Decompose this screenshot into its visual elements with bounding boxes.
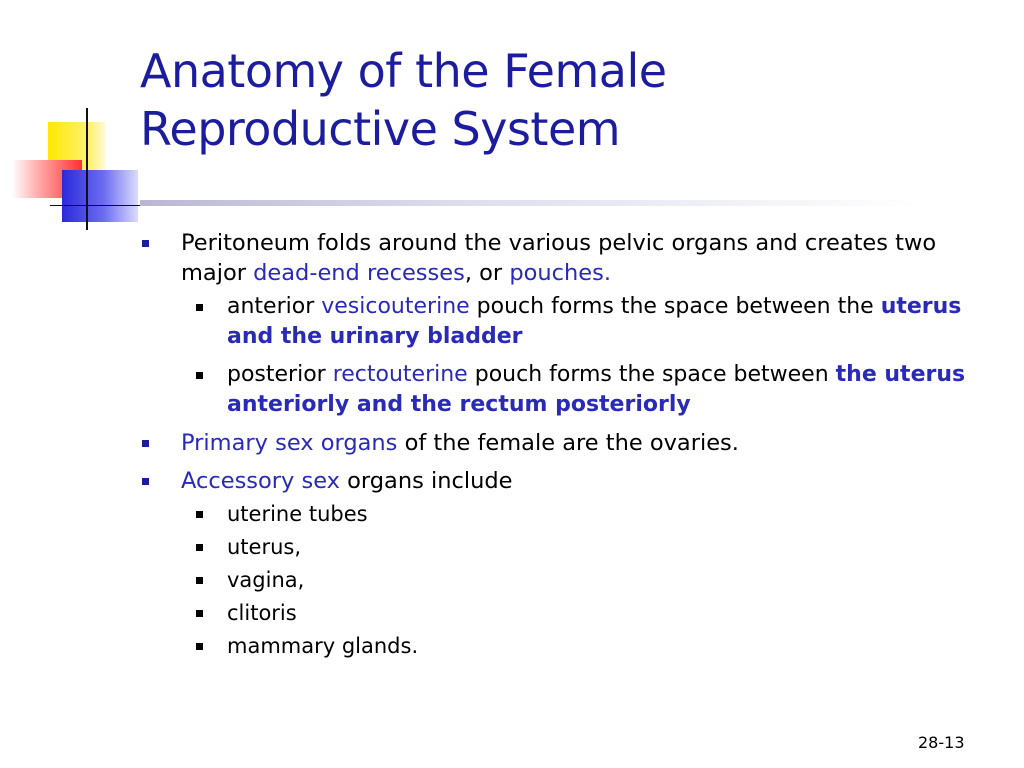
bullet-text: pouch forms the space between the: [469, 294, 881, 319]
sub-bullet-vesicouterine: [140, 292, 990, 352]
bullet-text: , or: [464, 260, 510, 286]
bullet-text: posterior: [227, 362, 333, 387]
square-bullet-icon: [196, 577, 203, 584]
square-bullet-icon: [196, 610, 203, 617]
list-item-text: vagina,: [227, 568, 305, 592]
list-item-text: uterine tubes: [227, 502, 368, 526]
bullet-text: anterior: [227, 294, 322, 319]
list-item: [140, 500, 990, 528]
sub-bullet-rectouterine: [140, 360, 990, 420]
list-item: [140, 533, 990, 561]
square-bullet-icon: [142, 440, 149, 447]
title-decoration: [0, 0, 150, 240]
term-vesicouterine: vesicouterine: [321, 294, 470, 319]
square-bullet-icon: [196, 304, 203, 311]
bullet-list: [140, 228, 990, 660]
emphasis-uterus-bladder: uterus and the urinary bladder: [227, 294, 962, 349]
sub-bullet-list: [181, 292, 990, 420]
list-item-text: mammary glands.: [227, 634, 419, 658]
square-bullet-icon: [196, 643, 203, 650]
bullet-accessory-sex-organs: [140, 466, 990, 660]
square-bullet-icon: [196, 511, 203, 518]
list-item: [140, 632, 990, 660]
list-item-text: clitoris: [227, 601, 297, 625]
slide-body: [140, 228, 990, 668]
slide-title-line-2: Reproductive System: [140, 102, 621, 156]
accessory-organs-list: [181, 500, 990, 660]
decoration-horizontal-line: [50, 205, 150, 206]
slide-page-number: 28-13: [918, 733, 965, 752]
emphasis-uterus-rectum: the uterus anteriorly and the rectum posteriorly: [227, 362, 966, 417]
list-item: [140, 566, 990, 594]
bullet-text: Peritoneum folds around the various pelvic organs and creates two major: [181, 230, 937, 286]
bullet-primary-sex-organs: [140, 428, 990, 458]
square-bullet-icon: [142, 240, 149, 247]
bullet-text: of the female are the ovaries.: [397, 430, 739, 456]
term-primary-sex-organs: Primary sex organs: [181, 430, 398, 456]
square-bullet-icon: [196, 372, 203, 379]
term-accessory-sex: Accessory sex: [181, 468, 340, 494]
term-pouches: pouches.: [509, 260, 611, 286]
bullet-text: organs include: [340, 468, 513, 494]
list-item-text: uterus,: [227, 535, 302, 559]
bullet-text: pouch forms the space between: [467, 362, 836, 387]
square-bullet-icon: [196, 544, 203, 551]
square-bullet-icon: [142, 478, 149, 485]
bullet-peritoneum: [140, 228, 990, 420]
title-underline: [140, 200, 920, 206]
slide-title-line-1: Anatomy of the Female: [140, 44, 667, 98]
term-rectouterine: rectouterine: [332, 362, 468, 387]
term-dead-end-recesses: dead-end recesses: [253, 260, 465, 286]
decoration-blue-square: [62, 170, 138, 222]
decoration-vertical-line: [86, 108, 88, 230]
list-item: [140, 599, 990, 627]
slide-title: [140, 42, 667, 158]
